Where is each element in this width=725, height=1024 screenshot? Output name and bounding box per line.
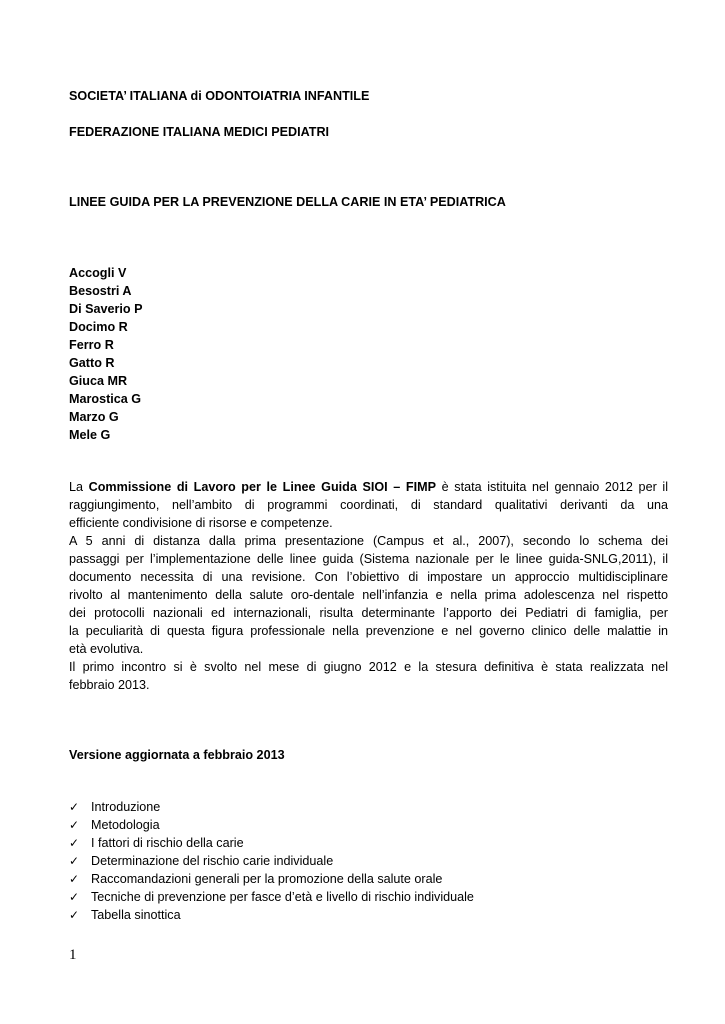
text-line: la peculiarità di questa figura professionale nella prevenzione e nel governo clinico delle malattie in [69,624,668,638]
author: Mele G [69,428,111,442]
text-line: raggiungimento, nell’ambito di programmi coordinati, di standard qualitativi derivanti da una [69,498,668,512]
author: Gatto R [69,356,115,370]
toc-item [69,852,474,870]
intro-paragraph [69,478,668,694]
author: Giuca MR [69,374,128,388]
toc-label: Metodologia [91,818,160,832]
toc-list [69,798,474,924]
toc-item [69,834,474,852]
toc-label: Tabella sinottica [91,908,181,922]
author: Besostri A [69,284,132,298]
toc-item [69,816,474,834]
text-line: età evolutiva. [69,642,144,656]
toc-label: Determinazione del rischio carie individuale [91,854,334,868]
toc-item [69,870,474,888]
document-title: LINEE GUIDA PER LA PREVENZIONE DELLA CARIE IN ETA’ PEDIATRICA [69,195,506,209]
author: Di Saverio P [69,302,143,316]
text: La [69,480,89,494]
text-line: efficiente condivisione di risorse e competenze. [69,516,333,530]
author: Accogli V [69,266,127,280]
check-icon: ✓ [69,836,80,850]
toc-label: I fattori di rischio della carie [91,836,244,850]
text: è stata istituita nel gennaio 2012 per il [436,480,668,494]
commission-name: Commissione di Lavoro per le Linee Guida SIOI – FIMP [88,480,437,494]
text-line: febbraio 2013. [69,678,150,692]
toc-item [69,888,474,906]
text-line: Il primo incontro si è svolto nel mese di giugno 2012 e la stesura definitiva è stata realizzata nel [69,660,668,674]
author: Ferro R [69,338,114,352]
text-line: passaggi per l’implementazione delle linee guida (Sistema nazionale per le linee guida-SNLG,2011), il [69,552,668,566]
org-heading-fimp: FEDERAZIONE ITALIANA MEDICI PEDIATRI [69,125,330,139]
toc-label: Tecniche di prevenzione per fasce d’età e livello di rischio individuale [91,890,474,904]
org-heading-sioi: SOCIETA’ ITALIANA di ODONTOIATRIA INFANTILE [69,89,370,103]
text-line [69,478,668,496]
check-icon: ✓ [69,818,80,832]
toc-label: Introduzione [91,800,161,814]
author: Docimo R [69,320,128,334]
text-line: dei protocolli nazionali ed internazionali, risulta determinante l’apporto dei Pediatri di famiglia, per [69,606,668,620]
toc-item [69,798,474,816]
text-line: documento necessita di una revisione. Con l’obiettivo di impostare un approccio multidisciplinare [69,570,668,584]
text-line: rivolto al mantenimento della salute oro-dentale nell’infanzia e nella prima adolescenza nel rispetto [69,588,668,602]
author-list [69,264,143,444]
version-heading: Versione aggiornata a febbraio 2013 [69,748,285,762]
check-icon: ✓ [69,800,80,814]
check-icon: ✓ [69,872,80,886]
toc-label: Raccomandazioni generali per la promozione della salute orale [91,872,443,886]
toc-item [69,906,474,924]
page-number: 1 [69,947,77,963]
author: Marzo G [69,410,119,424]
author: Marostica G [69,392,142,406]
check-icon: ✓ [69,908,80,922]
check-icon: ✓ [69,890,80,904]
text-line: A 5 anni di distanza dalla prima presentazione (Campus et al., 2007), secondo lo schema dei [69,534,668,548]
check-icon: ✓ [69,854,80,868]
